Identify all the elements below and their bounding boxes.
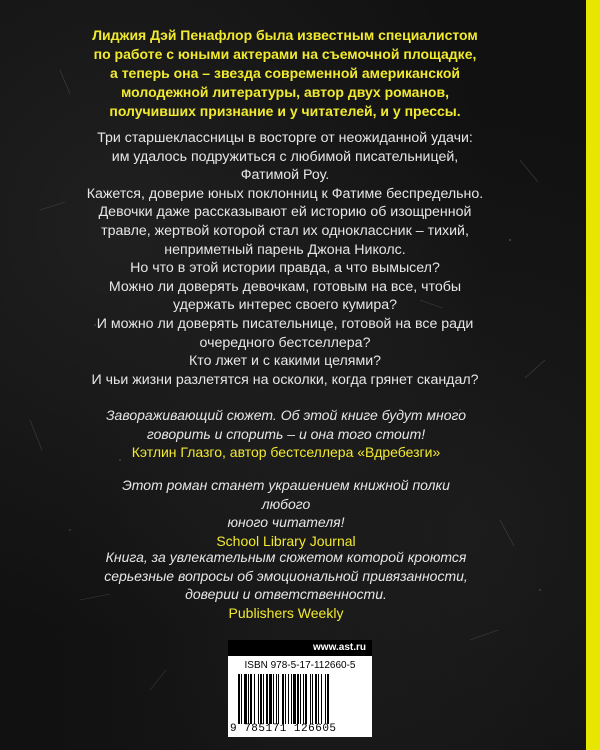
synopsis-line: очередного бестселлера? xyxy=(199,334,371,351)
review-quote-line: доверии и ответственности. xyxy=(185,586,387,602)
author-blurb xyxy=(50,26,520,121)
review-quote-line: говорить и спорить – и она того стоит! xyxy=(146,425,426,442)
synopsis-line: Фатимой Роу. xyxy=(240,167,330,184)
review-slj xyxy=(96,476,476,550)
review-glasgow xyxy=(96,406,476,462)
review-quote-line: Книга, за увлекательным сюжетом которой кроются xyxy=(105,549,467,565)
barcode-icon xyxy=(238,674,362,724)
synopsis-line: Девочки даже рассказывают ей историю об изощренной xyxy=(98,204,472,221)
synopsis xyxy=(70,129,500,389)
spine-stripe xyxy=(586,0,600,750)
synopsis-line: Но что в этой истории правда, а что вымысел? xyxy=(130,260,440,277)
barcode-digits: 9 785171 126605 xyxy=(230,723,337,735)
review-source: Publishers Weekly xyxy=(228,604,344,621)
synopsis-line: Кто лжет и с какими целями? xyxy=(188,353,382,370)
synopsis-line: им удалось подружиться с любимой писательницей, xyxy=(111,148,459,165)
blurb-line: по работе с юными актерами на съемочной площадке, xyxy=(93,46,477,62)
blurb-line: а теперь она – звезда современной американской xyxy=(110,65,460,81)
synopsis-line: удержать интерес своего кумира? xyxy=(173,297,397,314)
synopsis-line: Можно ли доверять девочкам, готовым на все, чтобы xyxy=(108,278,462,295)
review-source: Кэтлин Глазго, автор бестселлера «Вдребезги» xyxy=(131,444,441,460)
review-quote-line: юного читателя! xyxy=(227,514,345,530)
review-quote-line: серьезные вопросы об эмоциональной привязанности, xyxy=(104,567,468,584)
publisher-url: www.ast.ru xyxy=(228,640,372,656)
isbn-barcode-panel xyxy=(228,640,372,737)
synopsis-line: И чьи жизни разлетятся на осколки, когда грянет скандал? xyxy=(91,371,479,388)
synopsis-line: Три старшеклассницы в восторге от неожиданной удачи: xyxy=(97,130,473,146)
review-pw xyxy=(96,548,476,622)
synopsis-line: Кажется, доверие юных поклонниц к Фатиме беспредельно. xyxy=(86,185,484,202)
synopsis-line: неприметный парень Джона Николс. xyxy=(164,241,406,258)
blurb-line: получивших признание и у читателей, и у прессы. xyxy=(109,103,461,119)
isbn-number: ISBN 978-5-17-112660-5 xyxy=(244,660,356,671)
review-source: School Library Journal xyxy=(216,532,356,549)
synopsis-line: травле, жертвой которой стал их одноклассник – тихий, xyxy=(101,222,469,239)
blurb-line: Лиджия Дэй Пенафлор была известным специалистом xyxy=(92,27,478,43)
synopsis-line: И можно ли доверять писательнице, готовой на все ради xyxy=(96,315,474,332)
review-quote-line: Завораживающий сюжет. Об этой книге будут много xyxy=(105,407,467,423)
blurb-line: молодежной литературы, автор двух романов, xyxy=(121,84,449,100)
review-quote-line: Этот роман станет украшением книжной полки любого xyxy=(122,477,450,512)
